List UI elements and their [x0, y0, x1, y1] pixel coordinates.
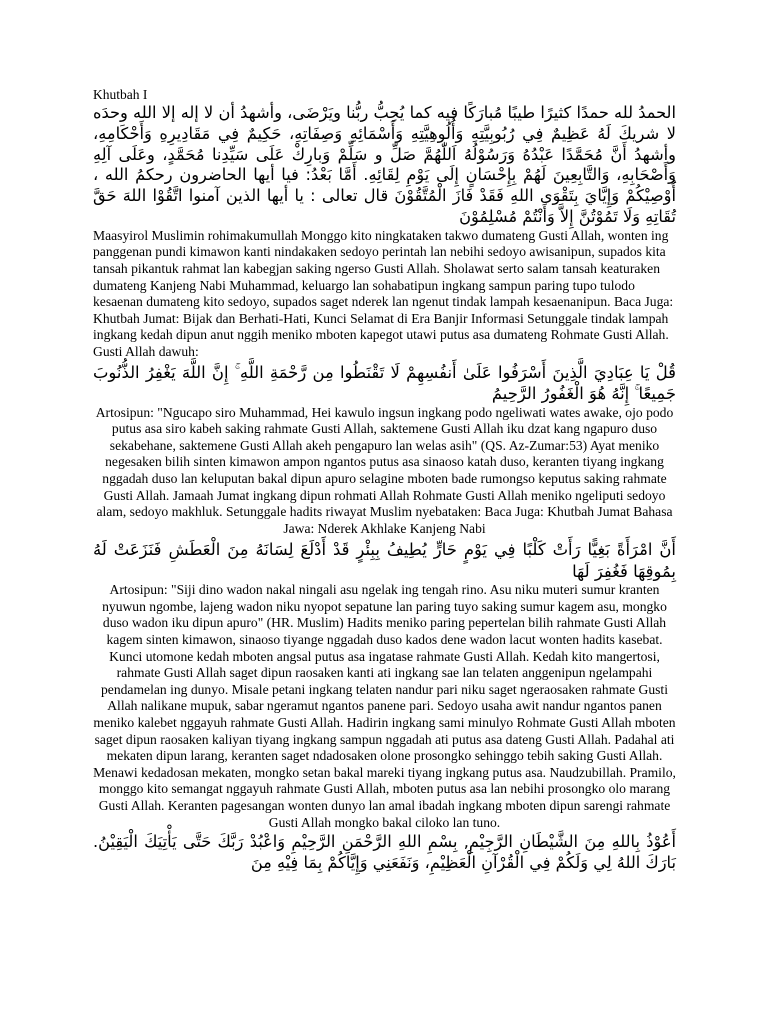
- paragraph-exhortation: Maasyirol Muslimin rohimakumullah Monggo kito ningkataken takwo dumateng Gusti Allah, wonten ing panggenan pundi kimawon kanti nindakaken sedoyo perintah lan nebihi sedoyo awisanipun, supados kita tansah pikantuk rahmat lan kabegjan saking ngerso Gusti Allah. Sholawat serto salam tansah keaturaken dumateng Kanjeng Nabi Muhammad, keluargo lan sohabatipun ingkang sampun paring tupo tulodo kesaenan dumateng kito sedoyo, supados saget nderek lan ngenut tindak lampah kesaenanipun. Baca Juga: Khutbah Jumat: Bijak dan Berhati-Hati, Kunci Selamat di Era Banjir Informasi Setunggale tindak lampah ingkang kedah dipun anut nggih meniko mboten kapegot utawi putus asa dumateng Rohmate Gusti Allah. Gusti Allah dawuh:: [93, 227, 674, 359]
- opening-arabic-text: الحمدُ لله حمدًا كثيرًا طيبًا مُبارَكًا فيه كما يُحِبُّ ربُّنا ويَرْضَى، وأشهدُ أن لا إله إلا الله وحدَه لا شريكَ لَهُ عَظِيمٌ فِي رُبُوبِيَّتِهِ وَأُلُوهِيَّتِهِ وَأَسْمَائِهِ وَصِفَاتِهِ، حَكِيمٌ فِي مَقَادِيرِهِ وَأَحْكَامِهِ، وأشهدُ أَنَّ مُحَمَّدًا عَبْدُهُ وَرَسُوْلُهُ اَللّٰهُمَّ صَلِّ و سَلِّمْ وَبارِكْ عَلَى سَيِّدِنا مُحَمَّدٍ، وعَلَى آلِهِ وَأَصْحَابِهِ، وَالتَّابِعِينَ لَهُمْ بِإِحْسَانٍ إِلَى يَوْمِ لِقَائِهِ. أَمَّا بَعْدُ: فيا أيها الحاضرون رحكمُ الله ، أُوْصِيْكُمْ وَإِيَّايَ بِتَقْوَى اللهِ فَقَدْ فَازَ الْمُتَّقُوْنَ قال تعالى : يا أيها الذين آمنوا اتَّقُوْا اللهَ حَقَّ تُقَاتِهِ وَلَا تَمُوْتُنَّ إِلاَّ وَأَنْتُمْ مُسْلِمُوْنَ: [93, 103, 676, 226]
- khutbah-page: [93, 87, 676, 873]
- paragraph-verse-translation: Artosipun: "Ngucapo siro Muhammad, Hei kawulo ingsun ingkang podo ngeliwati wates awake, ojo podo putus asa siro kabeh saking rahmate Gusti Allah, saktemene Gusti Allah iku dzat kang ngapuro duso sekabehane, saktemene Gusti Allah akeh pengapuro lan welas asih" (QS. Az-Zumar:53) Ayat meniko negesaken bilih sinten kimawon ampon ngantos putus asa sinaoso katah duso, keranten tiyang ingkang nggadah duso lan keluputan bakal dipun apuro selagine mboten bade rumongso keputus saking rahmate Gusti Allah. Jamaah Jumat ingkang dipun rohmati Allah Rohmate Gusti Allah meniko ngeliputi sedoyo alam, sedoyo makhluk. Setunggale hadits riwayat Muslim nyebataken: Baca Juga: Khutbah Jumat Bahasa Jawa: Nderek Akhlake Kanjeng Nabi: [95, 404, 674, 536]
- hadith-arabic: أَنَّ امْرَأَةً بَغِيًّا رَأَتْ كَلْبًا فِي يَوْمٍ حَارٍّ يُطِيفُ بِبِئْرٍ قَدْ أَدْلَعَ لِسَانَهُ مِنَ الْعَطَشِ فَنَزَعَتْ لَهُ بِمُوقِهَا فَغُفِرَ لَهَا: [93, 540, 676, 581]
- quran-verse-arabic: قُلْ يَا عِبَادِيَ الَّذِينَ أَسْرَفُوا عَلَىٰ أَنفُسِهِمْ لَا تَقْنَطُوا مِن رَّحْمَةِ اللَّهِ ۚ إِنَّ اللَّهَ يَغْفِرُ الذُّنُوبَ جَمِيعًا ۚ إِنَّهُ هُوَ الْغَفُورُ الرَّحِيمُ: [93, 362, 676, 404]
- document-title: Khutbah I: [93, 87, 148, 102]
- paragraph-hadith-translation: Artosipun: "Siji dino wadon nakal ningali asu ngelak ing tengah rino. Asu niku muteri sumur kranten nyuwun ngombe, lajeng wadon niku nyopot sepatune lan paring tuyo saking sumur kagem asu, mongko duso wadon iku dipun apuro" (HR. Muslim) Hadits meniko paring pepertelan bilih rahmate Gusti Allah kagem sinten kimawon, sinaoso tiyange nggadah duso kados dene wadon lacut wonten hadits kasebat. Kunci utomone kedah mboten angsal putus asa ingatase rahmate Gusti Allah. Kedah kito mangertosi, rahmate Gusti Allah saget dipun raosaken kanti ati ingkang sae lan telaten anggenipun ngelampahi pendamelan ing dunyo. Misale petani ingkang telaten nandur pari niku saget ngeraosaken rahmate Gusti Allah nalikane mupuk, sabar ngeramut ngantos panene pari. Sedoyo usaha awit nandur ngantos panen meniko kalebet nggayuh rahmate Gusti Allah. Hadirin ingkang sami minulyo Rohmate Gusti Allah mboten saget dipun raosaken kaliyan tiyang ingkang sampun nggadah ati putus asa dateng Gusti Allah. Padahal ati mekaten dipun larang, keranten saget ndadosaken olone prosongko sehinggo tebih saking Gusti Allah. Menawi kedadosan mekaten, mongko setan bakal mareki tiyang ingkang putus asa. Naudzubillah. Pramilo, monggo kito semangat nggayuh rahmate Gusti Allah, mboten putus asa lan nebihi prosongko olo marang Gusti Allah. Keranten pagesangan wonten dunyo lan amal ibadah ingkang mboten dipun sarengi rahmate Gusti Allah mongko bakal ciloko lan tuno.: [93, 582, 676, 830]
- closing-arabic-text: أَعُوْذُ بِاللهِ مِنَ الشَّيْطَانِ الرَّجِيْمِ, بِسْمِ اللهِ الرَّحْمَنِ الرَّحِيْمِ وَاعْبُدْ رَبَّكَ حَتَّى يَأْتِيَكَ الْيَقِيْنُ. بَارَكَ اللهُ لِي وَلَكُمْ فِي الْقُرْآنِ الْعَظِيْمِ، وَنَفَعَنِي وَإِيَّاكُمْ بِمَا فِيْهِ مِنَ: [93, 832, 676, 872]
